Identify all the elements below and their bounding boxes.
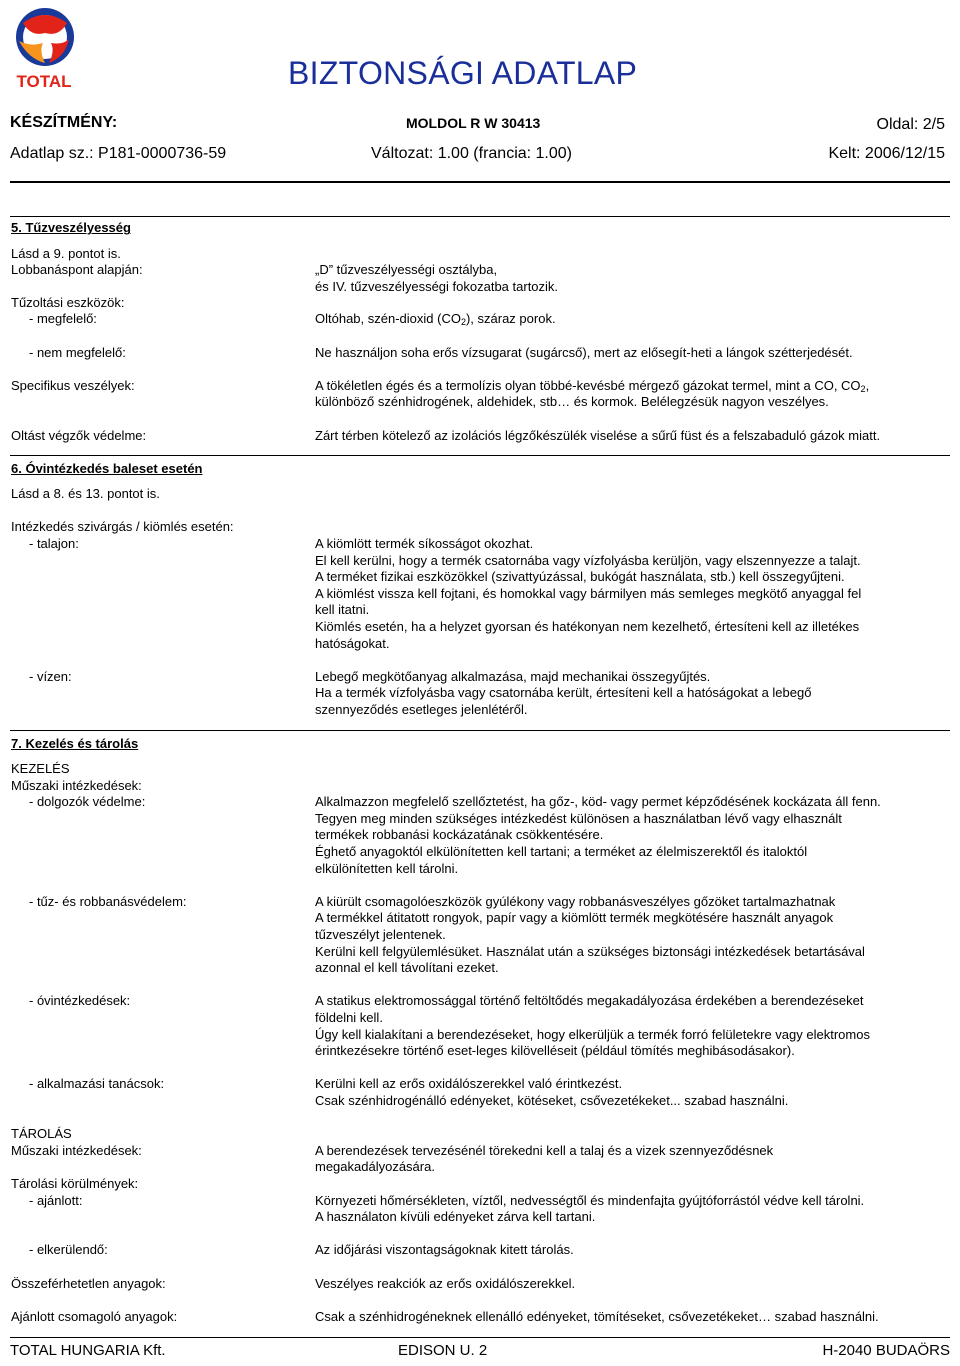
- document-title: BIZTONSÁGI ADATLAP: [288, 55, 638, 91]
- packaging-label: Ajánlott csomagoló anyagok:: [11, 1309, 178, 1324]
- precautions-line: érintkezésekre történő eset-leges kilövelléseit (például tömítés meghibásodásakor).: [315, 1043, 795, 1058]
- section-7-title: 7. Kezelés és tárolás: [11, 736, 139, 751]
- flash-point-line-1: „D” tűzveszélyességi osztályba,: [315, 262, 498, 277]
- flash-point-line-2: és IV. tűzveszélyességi fokozatba tartozik.: [315, 279, 559, 294]
- section-5-title: 5. Tűzveszélyesség: [11, 220, 131, 235]
- hazards-text-pre: A tökéletlen égés és a termolízis olyan többé-kevésbé mérgező gázokat termel, mint a CO, CO: [315, 378, 861, 393]
- fire-line: A kiürült csomagolóeszközök gyúlékony vagy robbanásveszélyes gőzöket tartalmazhatnak: [315, 894, 836, 909]
- water-line: Ha a termék vízfolyásba vagy csatornába került, értesíteni kell a hatóságokat a lebegő: [315, 685, 812, 700]
- advice-line: Csak szénhidrogénálló edényeket, kötéseket, csővezetékeket... szabad használni.: [315, 1093, 789, 1108]
- suitable-text-pre: Oltóhab, szén-dioxid (CO: [315, 311, 461, 326]
- header-divider: [10, 181, 950, 183]
- issue-date: Kelt: 2006/12/15: [828, 145, 945, 162]
- workers-line: elkülönítetten kell tárolni.: [315, 861, 459, 876]
- hazards-text-sub: 2: [860, 384, 866, 394]
- fire-line: Kerülni kell felgyülemlésüket. Használat után a szükséges biztonsági intézkedések betartásával: [315, 944, 865, 959]
- storage-tech-line: megakadályozására.: [315, 1159, 435, 1174]
- incompatible-label: Összeférhetetlen anyagok:: [11, 1276, 166, 1291]
- storage-conditions-label: Tárolási körülmények:: [11, 1176, 139, 1191]
- advice-label: - alkalmazási tanácsok:: [29, 1076, 165, 1091]
- ground-line: El kell kerülni, hogy a termék csatornába vagy vízfolyásba kerüljön, vagy elszennyezze a talajt.: [315, 553, 861, 568]
- packaging-text: Csak a szénhidrogéneknek ellenálló edényeket, tömítéseket, csővezetékeket… szabad használni.: [315, 1309, 879, 1324]
- incompatible-text: Veszélyes reakciók az erős oxidálószerekkel.: [315, 1276, 576, 1291]
- fire-protection-label: - tűz- és robbanásvédelem:: [29, 894, 187, 909]
- unsuitable-label: - nem megfelelő:: [29, 345, 126, 360]
- s5-see-also: Lásd a 9. pontot is.: [11, 246, 121, 261]
- recommended-label: - ajánlott:: [29, 1193, 83, 1208]
- suitable-text-post: ), száraz porok.: [465, 311, 556, 326]
- fire-line: A termékkel átitatott rongyok, papír vagy a kiömlött termék megkötésére használt anyagok: [315, 910, 834, 925]
- footer-company: TOTAL HUNGARIA Kft.: [10, 1342, 166, 1359]
- workers-line: termékek robbanási kockázatának csökkentésére.: [315, 827, 604, 842]
- workers-line: Tegyen meg minden szükséges intézkedést különösen a használatban lévő vagy elhasznált: [315, 811, 842, 826]
- ground-line: kell itatni.: [315, 602, 370, 617]
- extinguishing-label: Tűzoltási eszközök:: [11, 295, 125, 310]
- handling-heading: KEZELÉS: [11, 761, 70, 776]
- ground-line: A terméket fizikai eszközökkel (szivattyúzással, bukógát használata, stb.) kell összegyűjteni.: [315, 569, 845, 584]
- fire-line: azonnal el kell távolítani ezeket.: [315, 960, 499, 975]
- firefighter-protection-label: Oltást végzők védelme:: [11, 428, 147, 443]
- precautions-label: - óvintézkedések:: [29, 993, 131, 1008]
- hazards-text-post: ,: [865, 378, 870, 393]
- suitable-label: - megfelelő:: [29, 311, 97, 326]
- s6-see-also: Lásd a 8. és 13. pontot is.: [11, 486, 160, 501]
- hazards-label: Specifikus veszélyek:: [11, 378, 135, 393]
- water-line: szennyeződés esetleges jelenlétéről.: [315, 702, 528, 717]
- workers-line: Éghető anyagoktól elkülönítetten kell tartani; a terméket az élelmiszerektől és italoktól: [315, 844, 808, 859]
- flash-point-label: Lobbanáspont alapján:: [11, 262, 143, 277]
- fire-line: tűzveszélyt jelentenek.: [315, 927, 446, 942]
- footer-divider: [10, 1337, 950, 1338]
- recommended-line: Környezeti hőmérsékleten, víztől, nedvességtől és mindenfajta gyújtóforrástól védve kell tárolni.: [315, 1193, 865, 1208]
- advice-line: Kerülni kell az erős oxidálószerekkel való érintkezést.: [315, 1076, 623, 1091]
- total-logo: [9, 3, 79, 91]
- ground-line: hatóságokat.: [315, 636, 390, 651]
- hazards-line-1: [315, 378, 869, 393]
- footer-street: EDISON U. 2: [398, 1342, 488, 1359]
- suitable-media: [315, 311, 556, 326]
- recommended-line: A használaton kívüli edényeket zárva kell tartani.: [315, 1209, 596, 1224]
- section-divider: [10, 216, 950, 217]
- firefighter-protection: Zárt térben kötelező az izolációs légzőkészülék viselése a sűrű füst és a felszabaduló gázok miatt.: [315, 428, 881, 443]
- precautions-line: A statikus elektromossággal történő feltöltődés megakadályozása érdekében a berendezéseket: [315, 993, 864, 1008]
- avoid-label: - elkerülendő:: [29, 1242, 108, 1257]
- section-divider: [10, 455, 950, 456]
- product-name: MOLDOL R W 30413: [406, 115, 541, 131]
- water-line: Lebegő megkötőanyag alkalmazása, majd mechanikai összegyűjtés.: [315, 669, 711, 684]
- product-label: KÉSZÍTMÉNY:: [10, 114, 118, 131]
- workers-line: Alkalmazzon megfelelő szellőztetést, ha gőz-, köd- vagy permet képződésének kockázata áll fenn.: [315, 794, 881, 809]
- avoid-text: Az időjárási viszontagságoknak kitett tárolás.: [315, 1242, 574, 1257]
- tech-measures-label: Műszaki intézkedések:: [11, 778, 142, 793]
- ground-label: - talajon:: [29, 536, 79, 551]
- suitable-text-sub: 2: [460, 317, 466, 327]
- section-divider: [10, 730, 950, 731]
- ground-line: A kiömlött termék síkosságot okozhat.: [315, 536, 534, 551]
- precautions-line: földelni kell.: [315, 1010, 383, 1025]
- storage-heading: TÁROLÁS: [11, 1126, 72, 1141]
- storage-tech-line: A berendezések tervezésénél törekedni kell a talaj és a vizek szennyeződésnek: [315, 1143, 774, 1158]
- ground-line: A kiömlést vissza kell fojtani, és homokkal vagy bármilyen más semleges megkötő anyaggal fel: [315, 586, 862, 601]
- section-6-title: 6. Óvintézkedés baleset esetén: [11, 461, 203, 476]
- storage-tech-label: Műszaki intézkedések:: [11, 1143, 142, 1158]
- page-number: Oldal: 2/5: [876, 116, 945, 133]
- unsuitable-media: Ne használjon soha erős vízsugarat (sugárcső), mert az elősegít-heti a lángok szétterjedését.: [315, 345, 853, 360]
- hazards-line-2: különböző szénhidrogének, aldehidek, stb… és kormok. Belélegzésük nagyon veszélyes.: [315, 394, 829, 409]
- precautions-line: Úgy kell kialakítani a berendezéseket, hogy elkerüljük a termék forró felületekre vagy elektromos: [315, 1027, 870, 1042]
- spill-label: Intézkedés szivárgás / kiömlés esetén:: [11, 519, 234, 534]
- sheet-number: Adatlap sz.: P181-0000736-59: [10, 145, 227, 162]
- logo-text: TOTAL: [16, 72, 72, 91]
- version: Változat: 1.00 (francia: 1.00): [371, 145, 572, 162]
- ground-line: Kiömlés esetén, ha a helyzet gyorsan és hatékonyan nem kezelhető, értesíteni kell az illetékes: [315, 619, 860, 634]
- water-label: - vízen:: [29, 669, 72, 684]
- workers-label: - dolgozók védelme:: [29, 794, 146, 809]
- footer-city: H-2040 BUDAÖRS: [822, 1342, 950, 1359]
